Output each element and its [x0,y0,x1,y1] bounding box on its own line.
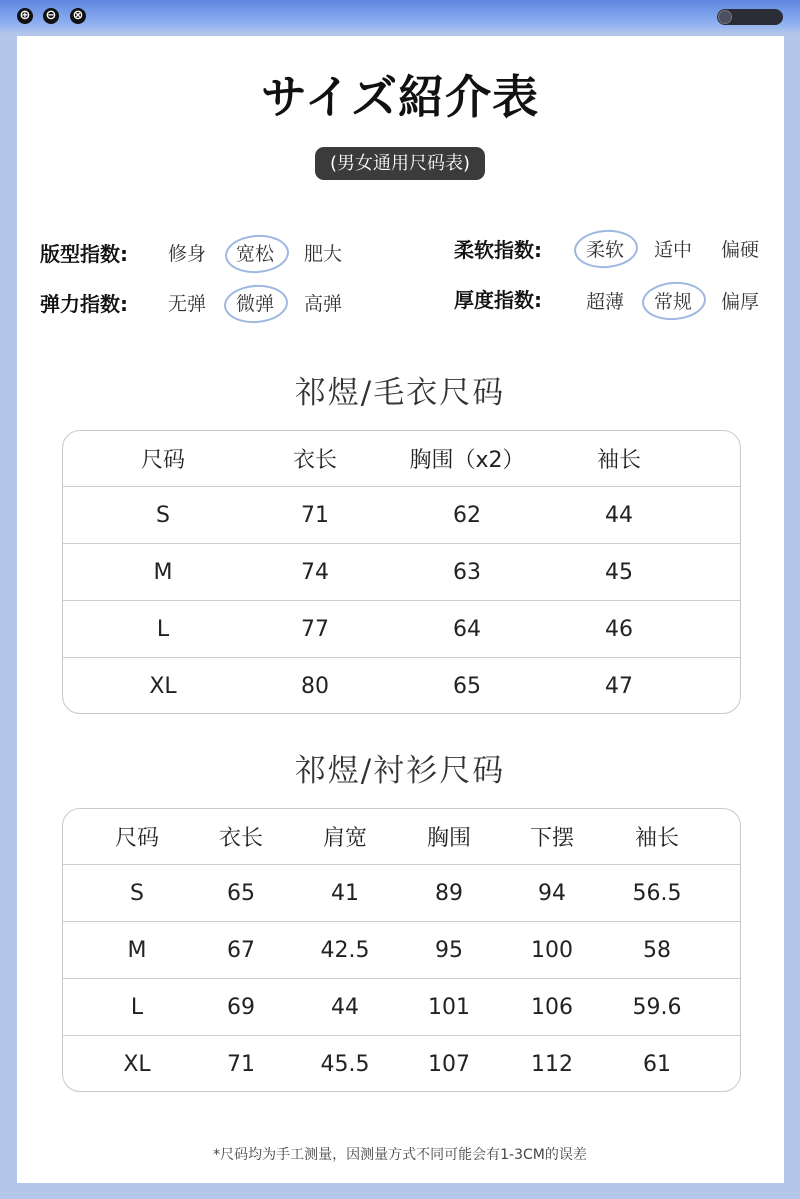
column-header: 袖长 [596,448,641,473]
table-cell: 107 [428,1051,470,1077]
table-cell: 71 [227,1051,255,1077]
fit-option-slim: 修身 [168,243,207,265]
stretch-index-label: 弹力指数: [40,292,128,316]
stretch-option-high: 高弹 [304,293,343,315]
thickness-option-regular: 常规 [654,291,693,313]
table-row [63,978,740,1035]
column-header: 尺码 [140,448,185,473]
table-cell: 61 [643,1051,671,1077]
thickness-option-thin: 超薄 [586,291,625,313]
table-cell: 95 [435,937,463,963]
table-cell: L [130,994,144,1020]
table-cell: 41 [331,880,359,906]
table-cell: 44 [331,994,359,1020]
table-row [63,486,740,543]
shirt-size-table [62,808,741,1092]
thickness-index-label: 厚度指数: [454,288,542,312]
table-cell: 44 [605,502,633,528]
table-cell: 106 [531,994,573,1020]
table-cell: 58 [643,937,671,963]
measurement-disclaimer: *尺码均为手工测量，因测量方式不同可能会有1-3CM的误差 [213,1147,587,1163]
table-row [63,543,740,600]
table-cell: S [156,502,170,528]
table-cell: 42.5 [320,937,370,963]
column-header: 衣长 [218,826,263,851]
table-cell: 74 [301,559,329,585]
column-header: 下摆 [529,826,574,851]
table-header-row [63,809,740,864]
table-cell: XL [149,673,177,699]
table-cell: 65 [227,880,255,906]
table-cell: 63 [453,559,481,585]
table-cell: 69 [227,994,255,1020]
plus-circle-icon[interactable]: ⊕ [17,8,33,24]
column-header: 袖长 [634,826,679,851]
table-row [63,864,740,921]
mode-toggle[interactable] [717,9,783,25]
table-cell: 65 [453,673,481,699]
table-cell: 45 [605,559,633,585]
table-cell: 64 [453,616,481,642]
fit-option-oversized: 肥大 [304,243,343,265]
table-cell: 101 [428,994,470,1020]
page-title: サイズ紹介表 [260,70,540,124]
sweater-section-title: 祁煜/毛衣尺码 [294,375,506,411]
column-header: 肩宽 [322,826,367,851]
table-cell: M [153,559,173,585]
stretch-option-none: 无弹 [168,293,207,315]
table-cell: 47 [605,673,633,699]
table-cell: 100 [531,937,573,963]
column-header: 胸围（x2） [409,448,525,473]
fit-index-label: 版型指数: [40,242,128,266]
table-header-row [63,431,740,486]
fit-option-loose: 宽松 [236,243,275,265]
column-header: 衣长 [292,448,337,473]
table-cell: M [127,937,147,963]
table-cell: 89 [435,880,463,906]
table-cell: 45.5 [320,1051,370,1077]
table-cell: S [130,880,144,906]
table-row [63,657,740,714]
table-cell: 56.5 [632,880,682,906]
table-cell: 71 [301,502,329,528]
close-circle-icon[interactable]: ⊗ [70,8,86,24]
softness-option-hard: 偏硬 [721,239,760,261]
thickness-option-thick: 偏厚 [721,291,760,313]
softness-index-label: 柔软指数: [454,238,542,262]
column-header: 胸围 [426,826,471,851]
shirt-section-title: 祁煜/衬衫尺码 [294,753,506,789]
table-cell: XL [123,1051,151,1077]
table-row [63,1035,740,1092]
sweater-size-table [62,430,741,714]
minus-circle-icon[interactable]: ⊖ [43,8,59,24]
unisex-subtitle-badge: (男女通用尺码表) [315,147,485,180]
table-row [63,600,740,657]
table-cell: 77 [301,616,329,642]
softness-option-soft: 柔软 [586,239,625,261]
toggle-knob [718,10,732,24]
table-cell: 46 [605,616,633,642]
stretch-option-slight: 微弹 [236,293,275,315]
column-header: 尺码 [114,826,159,851]
table-cell: 94 [538,880,566,906]
table-cell: 112 [531,1051,573,1077]
window-title-bar [0,0,800,34]
table-cell: 80 [301,673,329,699]
softness-option-medium: 适中 [654,239,693,261]
table-cell: 62 [453,502,481,528]
table-cell: 67 [227,937,255,963]
table-cell: L [156,616,170,642]
table-row [63,921,740,978]
table-cell: 59.6 [632,994,682,1020]
